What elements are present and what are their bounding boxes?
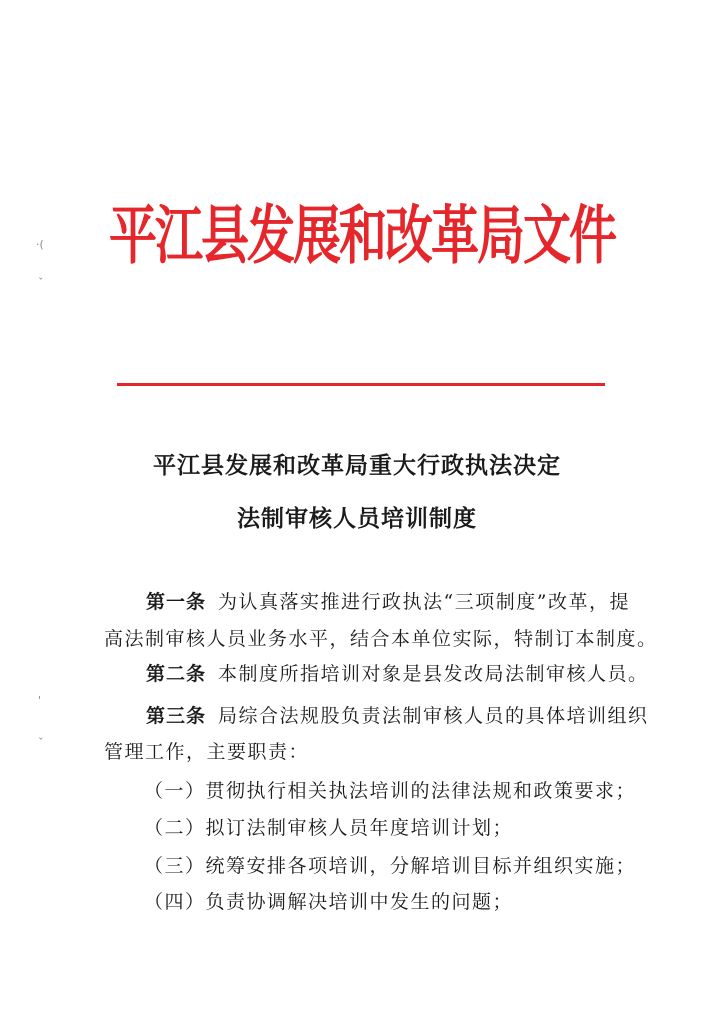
- article-1-line-1: [146, 587, 630, 614]
- binding-mark: ·(: [36, 238, 44, 251]
- binding-mark: ˇ: [38, 276, 44, 289]
- article-3-label: 第三条: [146, 705, 207, 727]
- article-2-label: 第二条: [146, 663, 207, 685]
- binding-mark: ': [38, 694, 42, 707]
- binding-mark: ˇ: [38, 736, 44, 749]
- article-3-line-2: 管理工作，主要职责：: [104, 741, 310, 763]
- article-3-line-1: [146, 701, 649, 728]
- list-item-2: （二）拟订法制审核人员年度培训计划；: [144, 817, 514, 839]
- header-red-rule: [117, 383, 605, 386]
- article-2-text: 本制度所指培训对象是县发改局法制审核人员。: [218, 663, 649, 685]
- list-item-4: （四）负责协调解决培训中发生的问题；: [144, 891, 514, 913]
- article-3-text: 局综合法规股负责法制审核人员的具体培训组织: [218, 705, 649, 727]
- document-title-line-1: 平江县发展和改革局重大行政执法决定: [153, 452, 561, 479]
- article-1-line-2: 高法制审核人员业务水平，结合本单位实际，特制订本制度。: [104, 628, 658, 650]
- article-1-text: 为认真落实推进行政执法“三项制度”改革，提: [218, 591, 630, 613]
- article-1-label: 第一条: [146, 591, 207, 613]
- document-title-line-2: 法制审核人员培训制度: [237, 505, 477, 532]
- article-2-line: [146, 659, 649, 686]
- list-item-1: （一）贯彻执行相关执法培训的法律法规和政策要求；: [144, 780, 637, 802]
- document-header-title: 平江县发展和改革局文件: [109, 198, 616, 273]
- list-item-3: （三）统筹安排各项培训，分解培训目标并组织实施；: [144, 855, 637, 877]
